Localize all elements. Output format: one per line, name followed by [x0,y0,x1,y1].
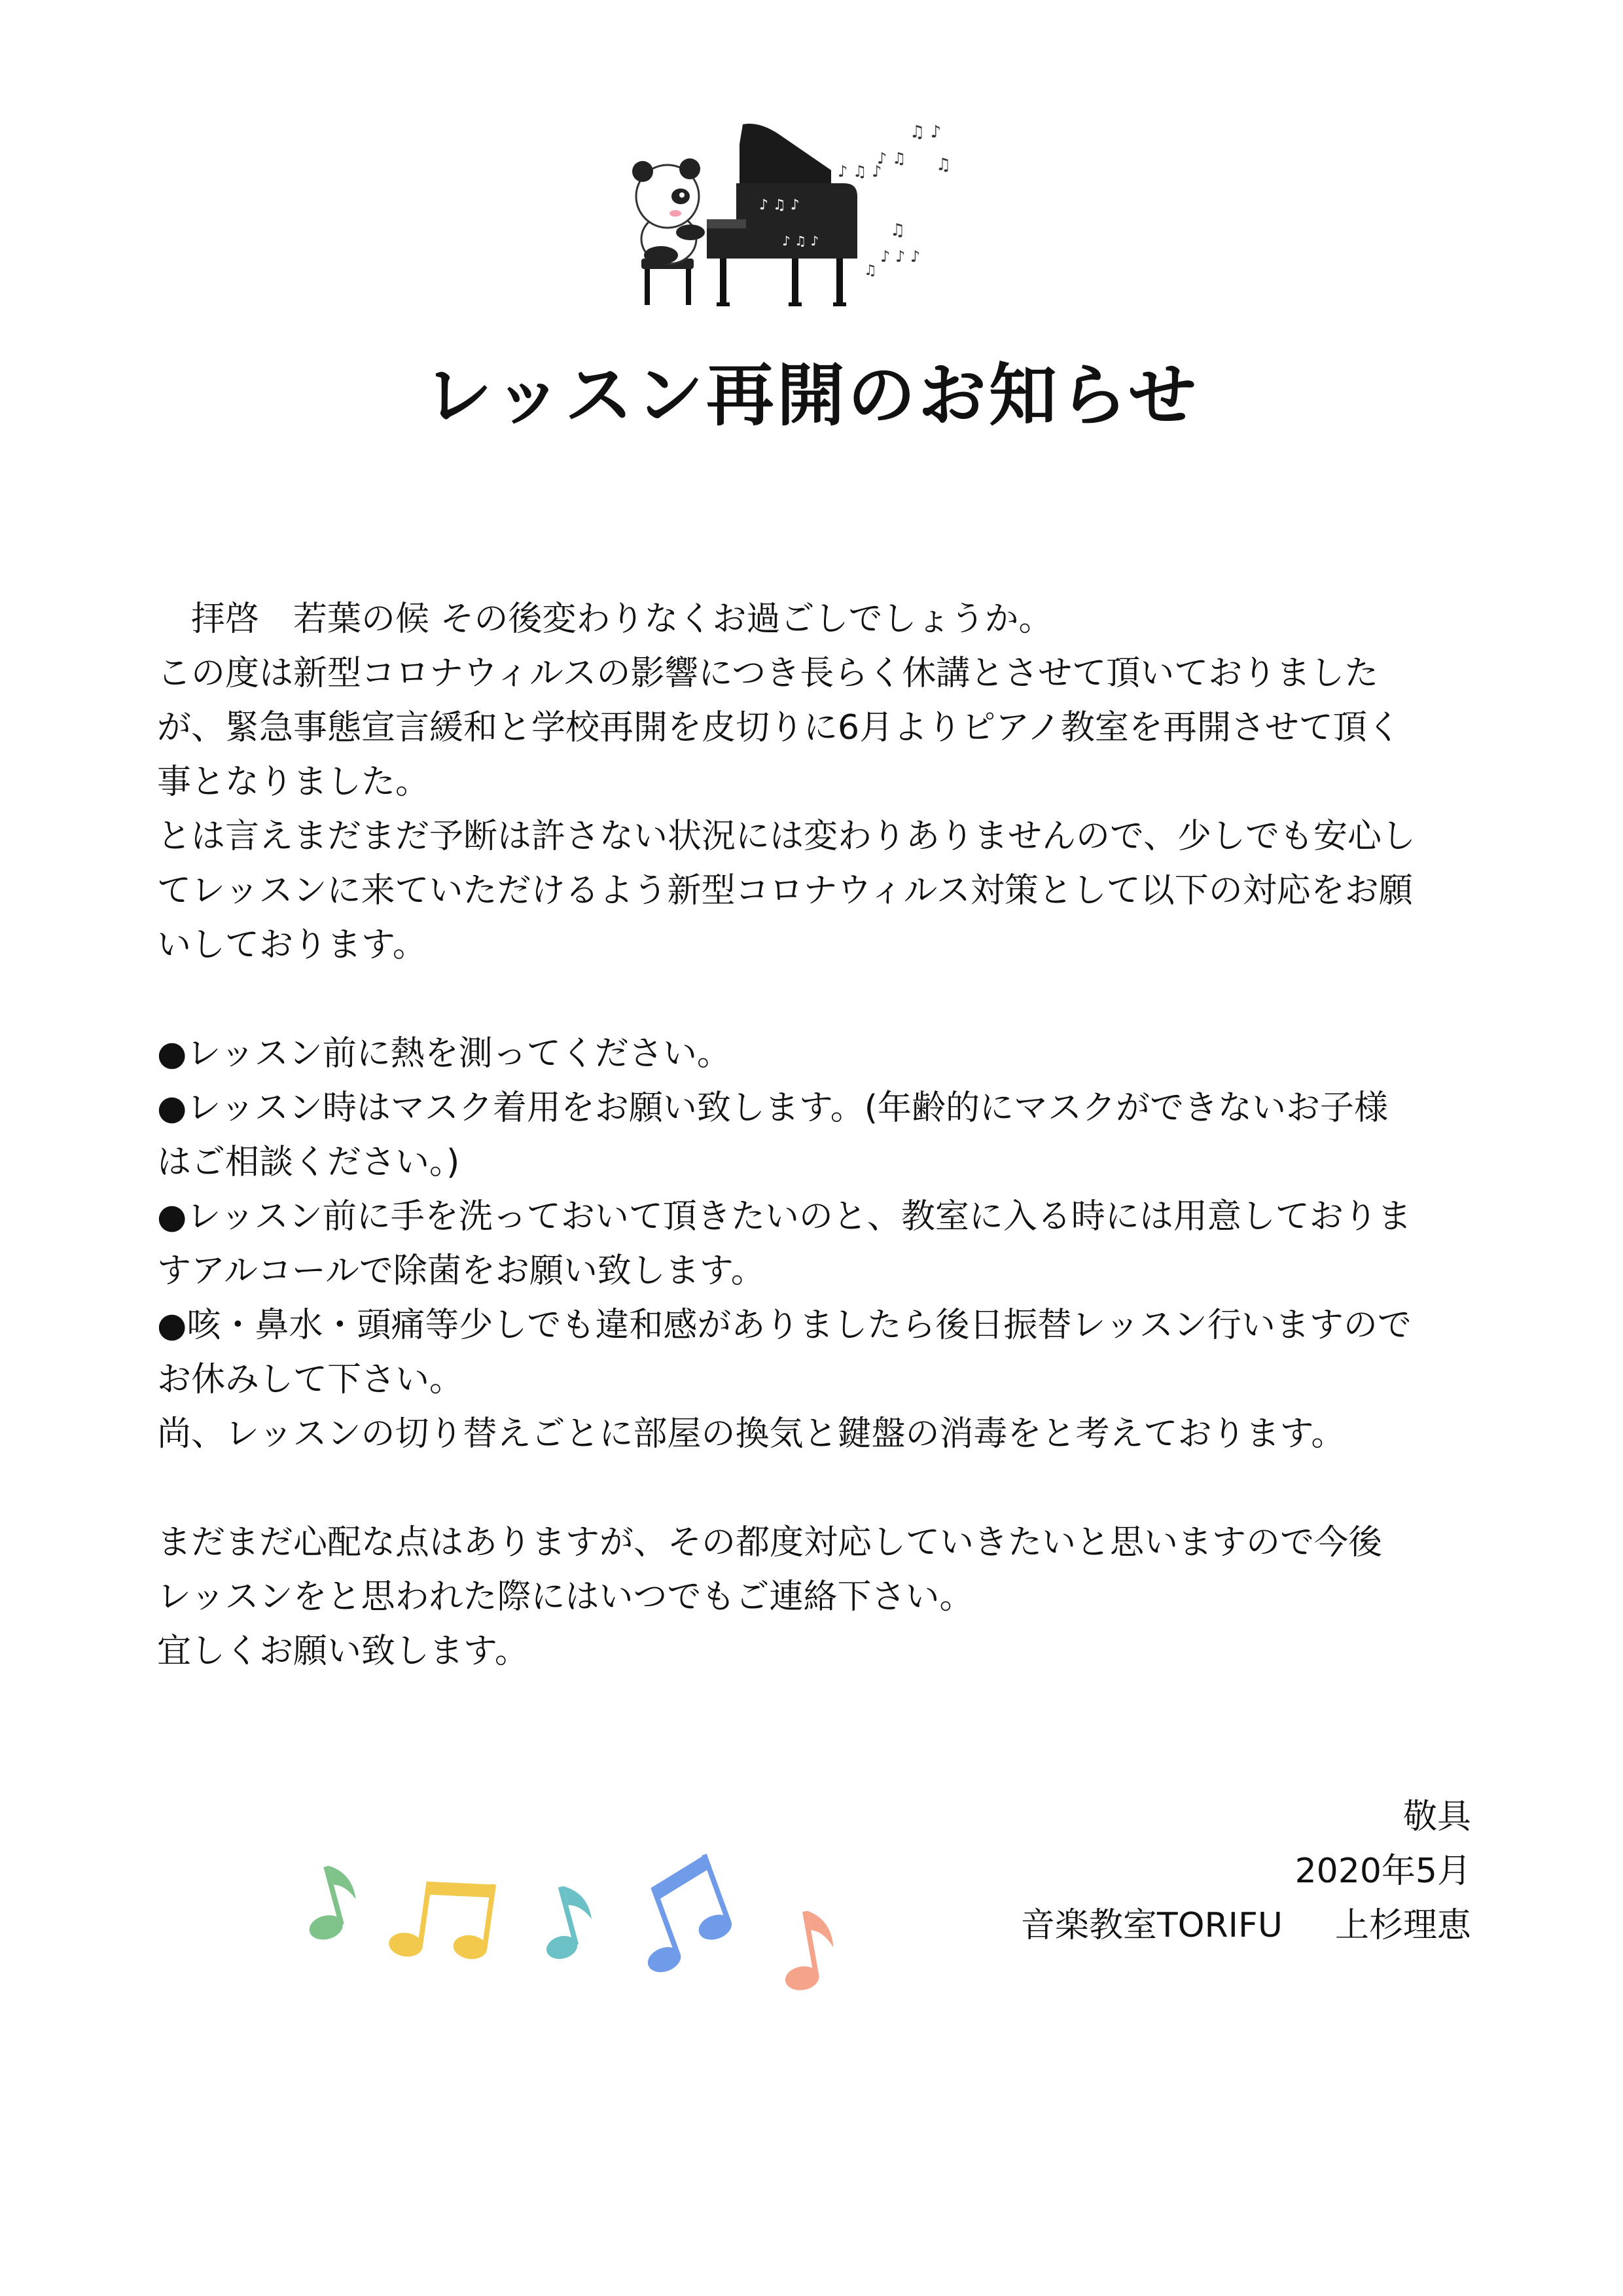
paragraph-line: が、緊急事態宣言緩和と学校再開を皮切りに6月よりピアノ教室を再開させて頂く [157,708,1401,747]
page-title: レッスン再開のお知らせ [424,355,1199,435]
paragraph-line: 宜しくお願い致します。 [157,1632,529,1671]
closing-block [1021,1790,1471,1953]
paragraph-line: てレッスンに来ていただけるよう新型コロナウィルス対策として以下の対応をお願 [157,871,1413,910]
rule-line: 尚、レッスンの切り替えごとに部屋の換気と鍵盤の消毒をと考えております。 [157,1414,1346,1454]
svg-text:♫: ♫ [864,262,877,279]
svg-text:♪ ♪ ♪: ♪ ♪ ♪ [880,247,921,266]
rule-line: ●咳・鼻水・頭痛等少しでも違和感がありましたら後日振替レッスン行いますので [157,1306,1412,1345]
paragraph-line: 事となりました。 [157,762,430,802]
panda-piano-icon [628,98,995,314]
rule-line: ●レッスン前に手を洗っておいて頂きたいのと、教室に入る時には用意しておりま [157,1197,1412,1236]
letter-body [157,592,1472,1679]
spacer [157,1462,1472,1516]
paragraph-line: この度は新型コロナウィルスの影響につき長らく休講とさせて頂いておりました [157,654,1379,693]
svg-text:♫ ♪: ♫ ♪ [910,122,942,142]
svg-text:♪ ♫ ♪: ♪ ♫ ♪ [838,162,882,181]
rule-line: すアルコールで除菌をお願い致します。 [157,1251,765,1291]
svg-text:♪ ♫: ♪ ♫ [877,149,906,168]
paragraph-line: レッスンをと思われた際にはいつでもご連絡下さい。 [157,1577,974,1617]
paragraph-line: とは言えまだまだ予断は許さない状況には変わりありませんので、少しでも安心し [157,817,1416,856]
paragraph-line: いしております。 [157,925,427,965]
svg-text:♫: ♫ [936,155,952,175]
paragraph-line: 拝啓 若葉の候 その後変わりなくお過ごしでしょうか。 [157,600,1053,639]
closing-keigu: 敬具 [1402,1797,1471,1837]
teacher-name: 上杉理恵 [1334,1906,1471,1945]
rule-line: お休みして下さい。 [157,1360,464,1399]
music-notes-icon [298,1839,874,2016]
svg-text:♫: ♫ [890,221,906,240]
svg-text:♪ ♫ ♪: ♪ ♫ ♪ [782,233,819,249]
rule-line: はご相談ください。) [157,1143,460,1182]
school-name: 音楽教室TORIFU [1020,1906,1283,1945]
rule-line: ●レッスン前に熱を測ってください。 [157,1034,731,1073]
spacer [157,973,1472,1027]
paragraph-line: まだまだ心配な点はありますが、その都度対応していきたいと思いますので今後 [157,1523,1383,1562]
signature [1021,1899,1471,1953]
rule-line: ●レッスン時はマスク着用をお願い致します。(年齢的にマスクができないお子様 [157,1088,1388,1128]
letter-date: 2020年5月 [1294,1852,1471,1891]
svg-text:♪ ♫ ♪: ♪ ♫ ♪ [759,197,800,213]
